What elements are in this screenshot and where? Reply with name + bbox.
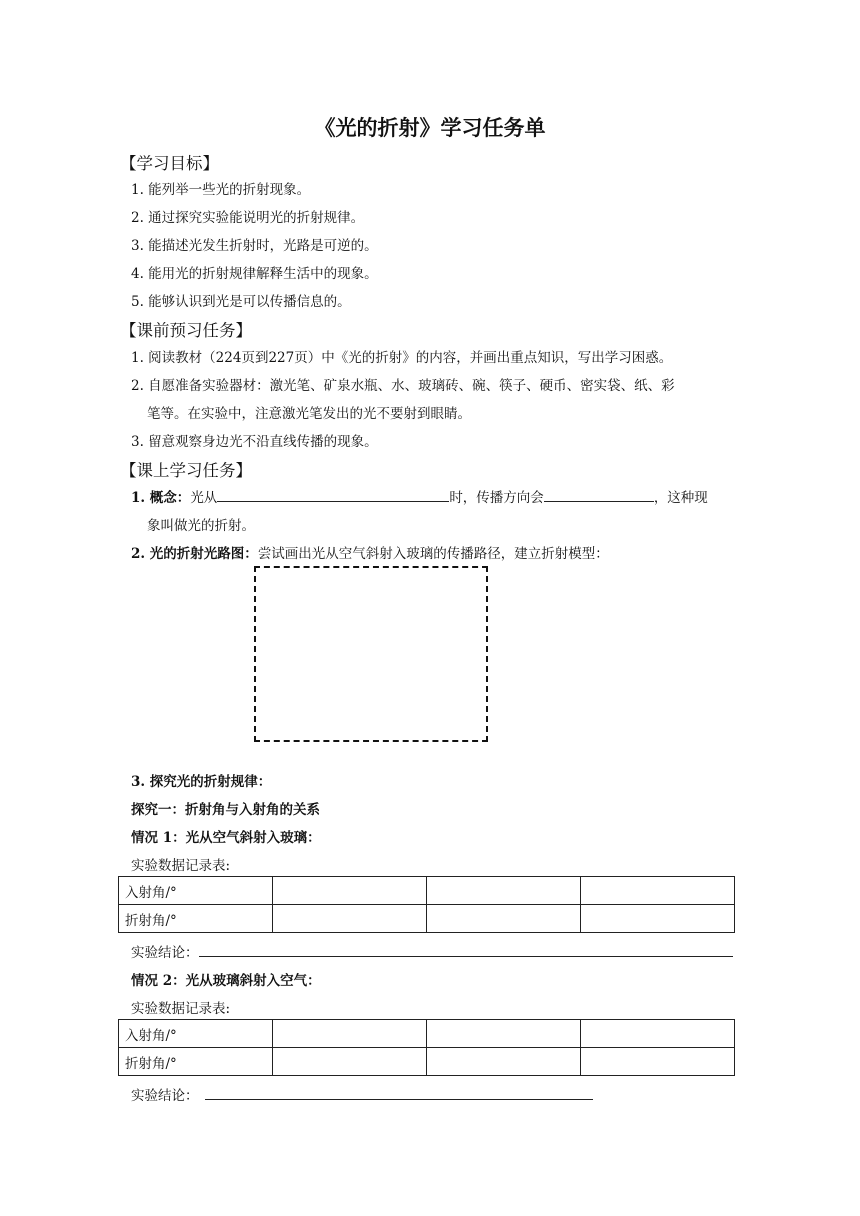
drawing-area[interactable] xyxy=(254,566,488,742)
goal-item-2: 2. 通过探究实验能说明光的折射规律。 xyxy=(131,210,365,226)
table-cell[interactable] xyxy=(273,1020,427,1048)
goal-item-1: 1. 能列举一些光的折射现象。 xyxy=(131,182,311,198)
table-cell[interactable] xyxy=(273,877,427,905)
explore-one: 探究一：折射角与入射角的关系 xyxy=(131,802,320,818)
preview-item-2-cont: 笔等。在实验中，注意激光笔发出的光不要射到眼睛。 xyxy=(147,406,471,422)
learning-goals-heading: 【学习目标】 xyxy=(120,154,219,173)
concept-blank-2[interactable] xyxy=(544,487,654,502)
explore-num: 3 xyxy=(131,774,141,790)
table-2-caption: 实验数据记录表: xyxy=(131,1001,231,1017)
table-1-caption: 实验数据记录表: xyxy=(131,858,231,874)
conclusion-1-blank[interactable] xyxy=(199,942,733,957)
diagram-label: . 光的折射光路图： xyxy=(140,546,258,562)
table-cell[interactable] xyxy=(427,905,581,933)
table-cell[interactable] xyxy=(427,1020,581,1048)
concept-line-cont: 象叫做光的折射。 xyxy=(147,518,255,534)
table-row xyxy=(119,877,735,905)
explore-line xyxy=(131,770,271,790)
preview-item-1: 1. 阅读教材（224页到227页）中《光的折射》的内容，并画出重点知识，写出学习困惑。 xyxy=(131,350,673,366)
row-label-refraction: 折射角/° xyxy=(119,1048,273,1076)
table-row xyxy=(119,1020,735,1048)
concept-text-2: 时，传播方向会 xyxy=(449,490,544,506)
row-label-incidence: 入射角/° xyxy=(119,1020,273,1048)
goal-item-4: 4. 能用光的折射规律解释生活中的现象。 xyxy=(131,266,378,282)
preview-item-3: 3. 留意观察身边光不沿直线传播的现象。 xyxy=(131,434,378,450)
table-cell[interactable] xyxy=(581,905,735,933)
concept-line xyxy=(131,486,708,506)
table-cell[interactable] xyxy=(427,1048,581,1076)
concept-text-3: ，这种现 xyxy=(653,490,708,506)
diagram-text: 尝试画出光从空气斜射入玻璃的传播路径，建立折射模型： xyxy=(257,546,609,562)
explore-label: . 探究光的折射规律： xyxy=(140,774,272,790)
table-cell[interactable] xyxy=(581,1048,735,1076)
preview-item-2: 2. 自愿准备实验器材：激光笔、矿泉水瓶、水、玻璃砖、碗、筷子、硬币、密实袋、纸、彩 xyxy=(131,378,675,394)
table-cell[interactable] xyxy=(581,1020,735,1048)
goal-item-3: 3. 能描述光发生折射时，光路是可逆的。 xyxy=(131,238,378,254)
case-2-heading: 情况 2：光从玻璃斜射入空气： xyxy=(131,973,321,989)
concept-num: 1 xyxy=(131,490,141,506)
case-1-heading: 情况 1：光从空气斜射入玻璃： xyxy=(131,830,321,846)
concept-text-1: 光从 xyxy=(190,490,218,506)
table-row xyxy=(119,1048,735,1076)
concept-label: . 概念： xyxy=(140,490,191,506)
class-tasks-heading: 【课上学习任务】 xyxy=(120,461,252,480)
diagram-num: 2 xyxy=(131,546,141,562)
page-title: 《光的折射》学习任务单 xyxy=(314,116,546,140)
table-row xyxy=(119,905,735,933)
conclusion-2-blank[interactable] xyxy=(205,1085,593,1100)
conclusion-1-line xyxy=(131,941,733,961)
conclusion-2-line xyxy=(131,1084,593,1104)
data-table-2 xyxy=(118,1019,735,1076)
diagram-line xyxy=(131,542,609,562)
conclusion-2-label: 实验结论： xyxy=(131,1088,199,1104)
concept-blank-1[interactable] xyxy=(217,487,449,502)
conclusion-1-label: 实验结论： xyxy=(131,945,199,961)
preview-tasks-heading: 【课前预习任务】 xyxy=(120,321,252,340)
goal-item-5: 5. 能够认识到光是可以传播信息的。 xyxy=(131,294,351,310)
table-cell[interactable] xyxy=(581,877,735,905)
table-cell[interactable] xyxy=(427,877,581,905)
row-label-incidence: 入射角/° xyxy=(119,877,273,905)
data-table-1 xyxy=(118,876,735,933)
table-cell[interactable] xyxy=(273,1048,427,1076)
row-label-refraction: 折射角/° xyxy=(119,905,273,933)
table-cell[interactable] xyxy=(273,905,427,933)
